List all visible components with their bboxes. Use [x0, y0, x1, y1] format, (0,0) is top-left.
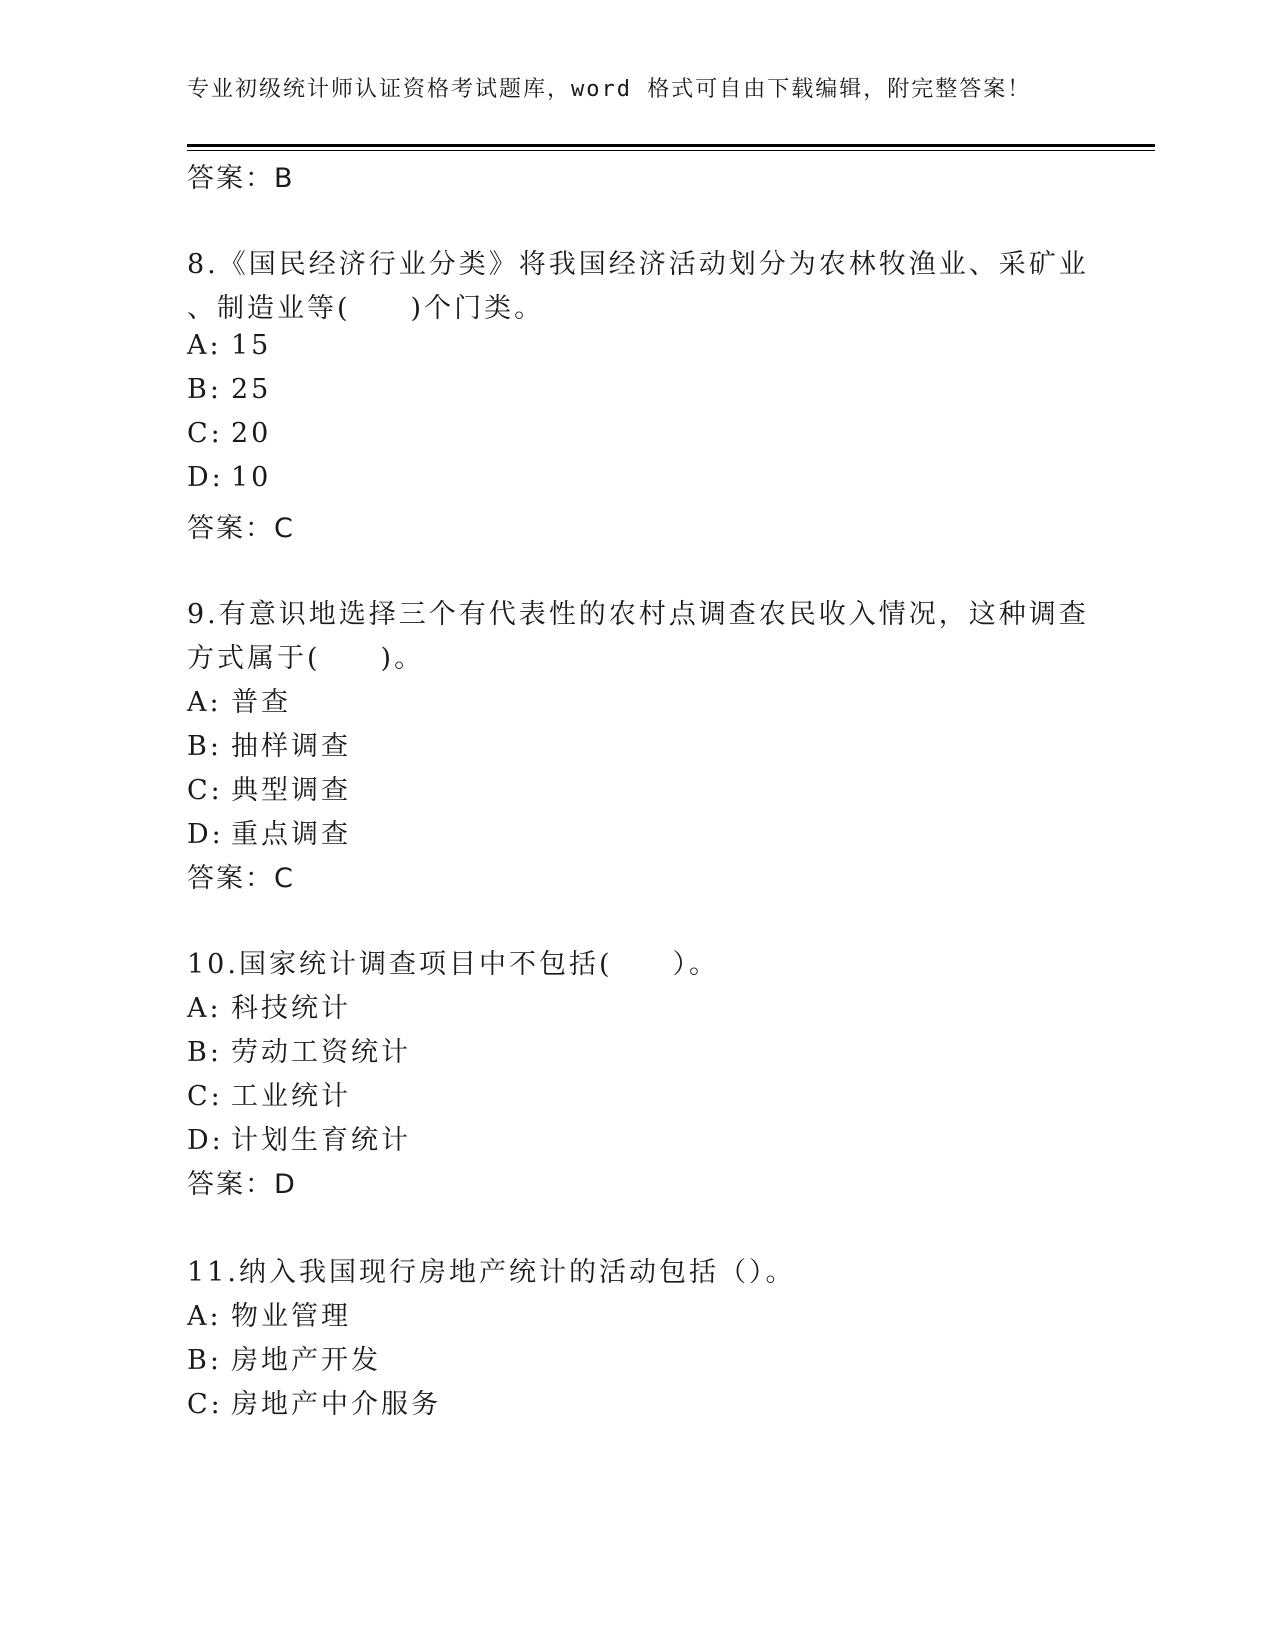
question-11-option-b: [187, 1338, 381, 1377]
answer-line: 答案：B: [187, 163, 295, 194]
question-9-line-1: 9.有意识地选择三个有代表性的农村点调查农民收入情况，这种调查: [187, 599, 1089, 630]
question-8-line-2: 、制造业等( )个门类。: [187, 293, 545, 324]
option-label: A:: [187, 330, 222, 361]
option-text: 计划生育统计: [231, 1125, 411, 1156]
option-label: C:: [187, 1081, 223, 1112]
question-10-option-b: [187, 1030, 411, 1069]
option-text: 工业统计: [231, 1081, 351, 1112]
question-9-option-a: [187, 680, 291, 719]
question-9-option-c: [187, 768, 351, 807]
header-divider-thin: [187, 150, 1155, 151]
option-label: C:: [187, 1389, 223, 1420]
option-label: A:: [187, 1301, 222, 1332]
option-text: 劳动工资统计: [231, 1037, 411, 1068]
option-text: 典型调查: [231, 775, 351, 806]
option-text: 科技统计: [231, 993, 351, 1024]
question-10-option-c: [187, 1074, 351, 1113]
option-text: 抽样调查: [231, 731, 351, 762]
option-text: 15: [231, 330, 272, 361]
option-text: 普查: [231, 687, 291, 718]
question-11-option-c: [187, 1382, 441, 1421]
question-8-answer: 答案：C: [187, 513, 295, 544]
option-label: B:: [187, 1345, 222, 1376]
question-9-line-2: 方式属于( )。: [187, 643, 425, 674]
option-label: D:: [187, 1125, 224, 1156]
question-8-option-a: [187, 330, 271, 361]
option-text: 房地产中介服务: [231, 1389, 441, 1420]
option-label: C:: [187, 418, 223, 449]
option-label: A:: [187, 687, 222, 718]
question-11-option-a: [187, 1294, 351, 1333]
option-text: 物业管理: [231, 1301, 351, 1332]
question-10-option-d: [187, 1118, 411, 1157]
page-header: 专业初级统计师认证资格考试题库，word 格式可自由下载编辑，附完整答案！: [187, 77, 1032, 102]
question-9-option-d: [187, 812, 351, 851]
option-label: D:: [187, 462, 224, 493]
question-8-line-1: 8.《国民经济行业分类》将我国经济活动划分为农林牧渔业、采矿业: [187, 249, 1089, 280]
option-text: 房地产开发: [231, 1345, 381, 1376]
option-text: 25: [231, 374, 272, 405]
header-divider: [187, 144, 1155, 147]
question-9-answer: 答案：C: [187, 863, 295, 894]
option-text: 10: [231, 462, 272, 493]
question-11-line-1: 11.纳入我国现行房地产统计的活动包括（）。: [187, 1257, 796, 1288]
question-10-answer: 答案：D: [187, 1169, 297, 1200]
question-10-option-a: [187, 986, 351, 1025]
option-text: 重点调查: [231, 819, 351, 850]
question-8-option-d: [187, 462, 271, 493]
question-9-option-b: [187, 724, 351, 763]
option-text: 20: [231, 418, 272, 449]
question-10-line-1: 10.国家统计调查项目中不包括( ）。: [187, 949, 719, 980]
option-label: C:: [187, 775, 223, 806]
option-label: B:: [187, 731, 222, 762]
option-label: D:: [187, 819, 224, 850]
option-label: A:: [187, 993, 222, 1024]
option-label: B:: [187, 374, 222, 405]
question-8-option-c: [187, 418, 271, 449]
option-label: B:: [187, 1037, 222, 1068]
question-8-option-b: [187, 374, 271, 405]
